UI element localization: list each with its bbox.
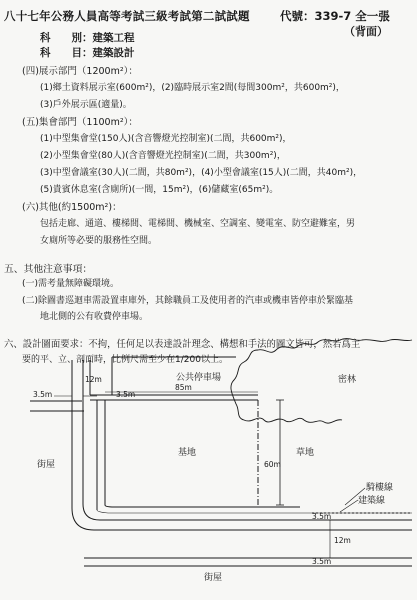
section5-line-3: 地北側的公有收費停車場。 [40, 312, 149, 322]
item5-line-2: (2)小型集會堂(80人)(含音響燈光控制室)(二間，共300m²)， [40, 151, 286, 161]
dim-12-right: 12m [334, 536, 351, 545]
lawn-label: 草地 [296, 448, 315, 458]
item4-title: (四)展示部門（1200m²）： [22, 66, 138, 77]
subject-label: 科 目： [40, 47, 93, 59]
section6-line-2: 要的平、立、剖面時，比例尺需至少在1/200以上。 [22, 355, 228, 365]
category-label: 科 別： [40, 32, 93, 44]
item6-line-2: 女廁所等必要的服務性空間。 [40, 236, 158, 246]
dim-60: 60m [264, 460, 281, 469]
houses-left-label: 街屋 [37, 460, 56, 470]
item6-line-1: 包括走廊、通道、樓梯間、電梯間、機械室、空調室、變電室、防空避難室，男 [40, 219, 356, 229]
houses-bottom-label: 街屋 [204, 573, 223, 583]
exam-code: 代號：339-7 全一張 [280, 9, 390, 23]
item5-line-4: (5)貴賓休息室(含廁所)(一間，15m²)，(6)儲藏室(65m²)。 [40, 185, 279, 195]
exam-title: 八十七年公務人員高等考試三級考試第二試試題 [4, 9, 250, 23]
dim-12-top: 12m [85, 375, 102, 384]
forest-outline [231, 339, 412, 424]
forest-label: 密林 [338, 375, 357, 385]
page-side-note: （背面） [344, 25, 388, 38]
category-value: 建築工程 [92, 32, 135, 44]
dim-35-left: 3.5m [33, 390, 53, 399]
item4-line-2: (3)戶外展示區(適量)。 [40, 100, 132, 110]
item6-title: (六)其他(約1500m²)： [22, 202, 122, 213]
section5-line-2: (二)除圖書巡迴車需設置車庫外，其餘職員工及使用者的汽車或機車皆停車於緊臨基 [22, 296, 354, 306]
item4-line-1: (1)鄉土資料展示室(600m²)，(2)臨時展示室2間(每間300m²，共600m²)， [40, 83, 345, 93]
dim-35-right2: 3.5m [312, 557, 332, 566]
building-line-label: 建築線 [358, 496, 386, 506]
dim-35-right: 3.5m [312, 512, 332, 521]
item5-title: (五)集會部門（1100m²）： [22, 117, 138, 128]
arcade-line-label: 騎樓線 [366, 483, 394, 493]
section5-line-1: (一)需考量無障礙環境。 [22, 279, 120, 289]
section6-line-1: 六、設計圖面要求：不拘，任何足以表達設計理念、構想和手法的圖文皆可，然若爲主 [4, 339, 361, 350]
parking-label: 公共停車場 [176, 373, 222, 383]
dim-35-mid: 3.5m [116, 390, 136, 399]
dim-85: 85m [175, 383, 192, 392]
section5-title: 五、其他注意事項： [4, 264, 93, 275]
site-label: 基地 [178, 448, 197, 458]
subject-value: 建築設計 [92, 47, 135, 59]
item5-line-1: (1)中型集會堂(150人)(含音響燈光控制室)(二間，共600m²)， [40, 134, 292, 144]
item5-line-3: (3)中型會議室(30人)(二間，共80m²)，(4)小型會議室(15人)(二間，共40m²)， [40, 168, 363, 178]
